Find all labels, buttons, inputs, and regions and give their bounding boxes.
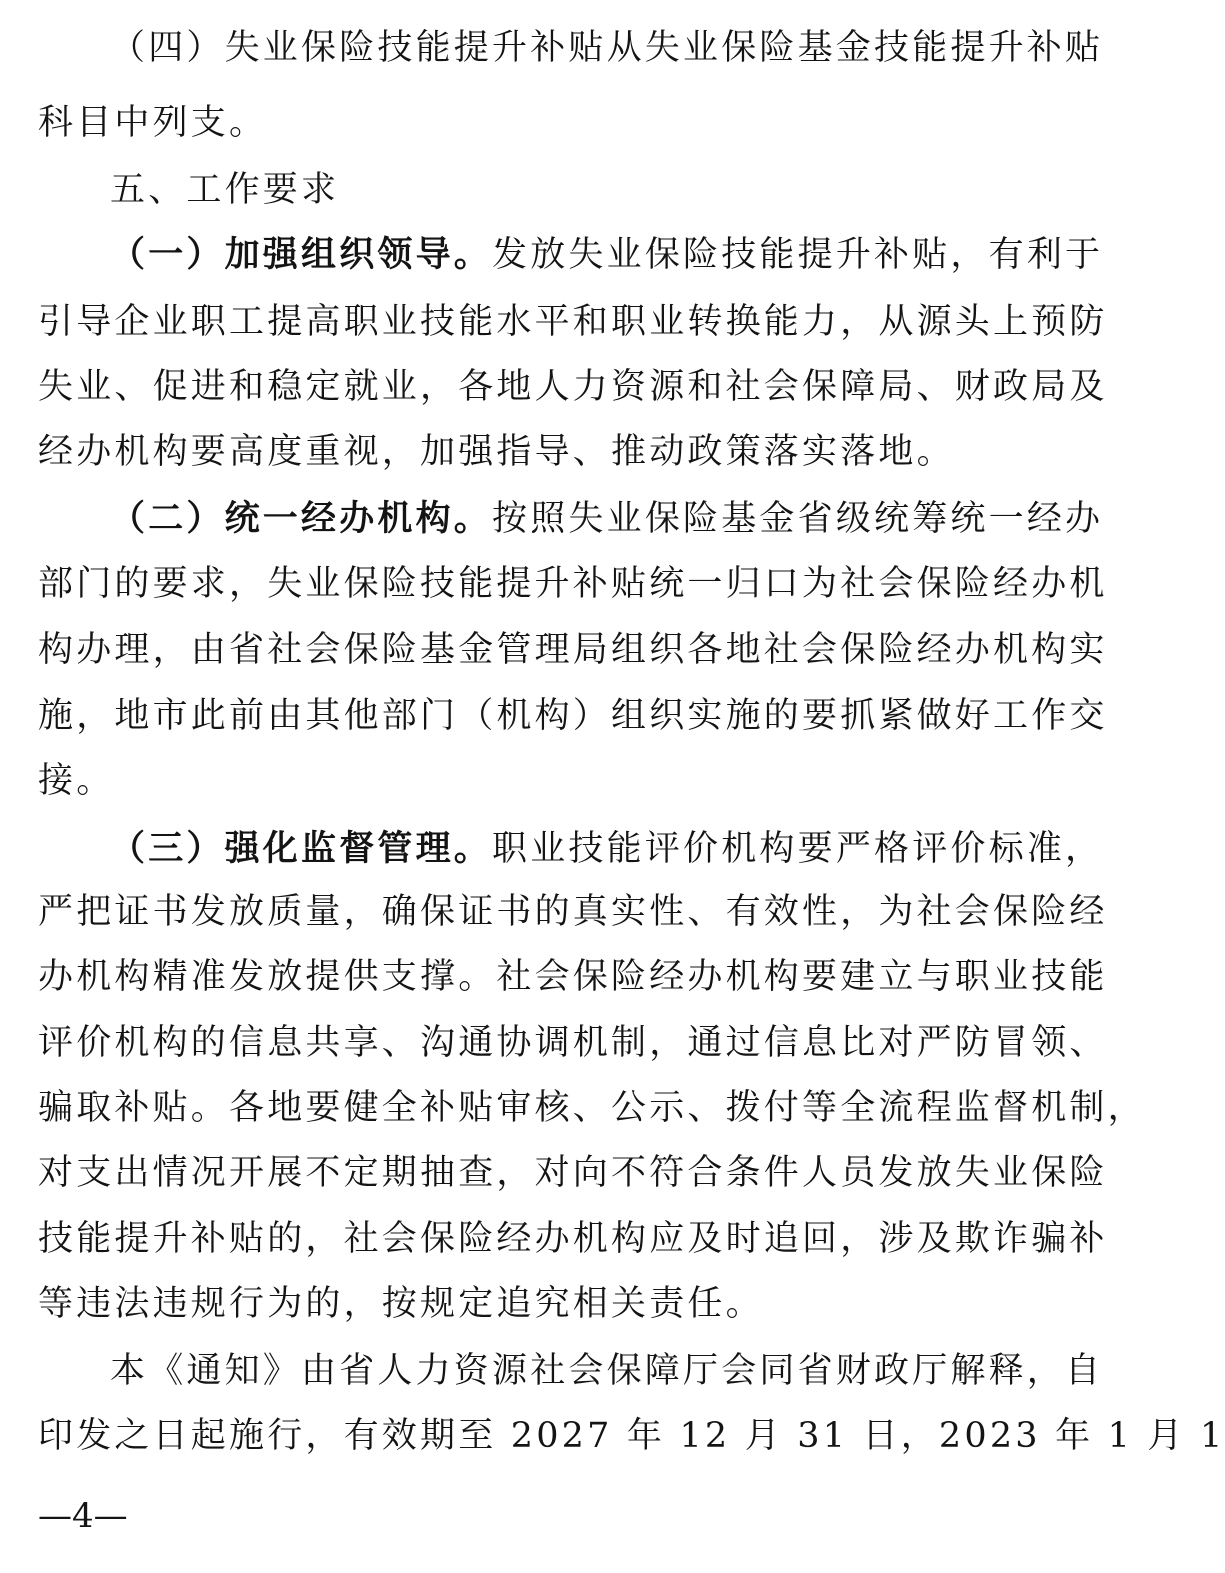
item-2-line-4: 施，地市此前由其他部门（机构）组织实施的要抓紧做好工作交 bbox=[38, 696, 1108, 736]
item-3-line-5: 骗取补贴。各地要健全补贴审核、公示、拨付等全流程监督机制， bbox=[38, 1088, 1146, 1128]
item-2-line-2: 部门的要求，失业保险技能提升补贴统一归口为社会保险经办机 bbox=[38, 564, 1108, 604]
item-3-line-7: 技能提升补贴的，社会保险经办机构应及时追回，涉及欺诈骗补 bbox=[38, 1219, 1108, 1259]
item-3-lead: （三）强化监督管理。 bbox=[110, 828, 493, 869]
item-2-line-5: 接。 bbox=[38, 761, 115, 801]
page-number: —4— bbox=[38, 1496, 128, 1536]
item-3-line-8: 等违法违规行为的，按规定追究相关责任。 bbox=[38, 1284, 764, 1324]
item-1-line-1-rest: 发放失业保险技能提升补贴，有利于 bbox=[492, 235, 1104, 275]
item-1-line-2: 引导企业职工提高职业技能水平和职业转换能力，从源头上预防 bbox=[38, 302, 1108, 342]
section-heading: 五、工作要求 bbox=[110, 170, 340, 210]
item-1-line-3: 失业、促进和稳定就业，各地人力资源和社会保障局、财政局及 bbox=[38, 367, 1108, 407]
item-2-line-3: 构办理，由省社会保险基金管理局组织各地社会保险经办机构实 bbox=[38, 630, 1108, 670]
item-3-line-1 bbox=[110, 816, 1104, 882]
paragraph-4-line-2: 科目中列支。 bbox=[38, 103, 268, 143]
closing-line-1: 本《通知》由省人力资源社会保障厅会同省财政厅解释，自 bbox=[110, 1351, 1104, 1391]
item-1-line-4: 经办机构要高度重视，加强指导、推动政策落实落地。 bbox=[38, 432, 955, 472]
item-2-lead: （二）统一经办机构。 bbox=[110, 498, 493, 539]
item-1-lead: （一）加强组织领导。 bbox=[110, 234, 493, 275]
item-3-line-2: 严把证书发放质量，确保证书的真实性、有效性，为社会保险经 bbox=[38, 892, 1108, 932]
paragraph-4-line-1: （四）失业保险技能提升补贴从失业保险基金技能提升补贴 bbox=[110, 28, 1104, 68]
closing-line-2: 印发之日起施行，有效期至 2027 年 12 月 31 日，2023 年 1 月 1 bbox=[38, 1416, 1225, 1456]
item-1-line-1 bbox=[110, 222, 1104, 288]
item-3-line-3: 办机构精准发放提供支撑。社会保险经办机构要建立与职业技能 bbox=[38, 957, 1108, 997]
item-2-line-1-rest: 按照失业保险基金省级统筹统一经办 bbox=[492, 499, 1104, 539]
item-2-line-1 bbox=[110, 486, 1104, 552]
item-3-line-4: 评价机构的信息共享、沟通协调机制，通过信息比对严防冒领、 bbox=[38, 1023, 1108, 1063]
item-3-line-1-rest: 职业技能评价机构要严格评价标准， bbox=[492, 829, 1104, 869]
item-3-line-6: 对支出情况开展不定期抽查，对向不符合条件人员发放失业保险 bbox=[38, 1153, 1108, 1193]
